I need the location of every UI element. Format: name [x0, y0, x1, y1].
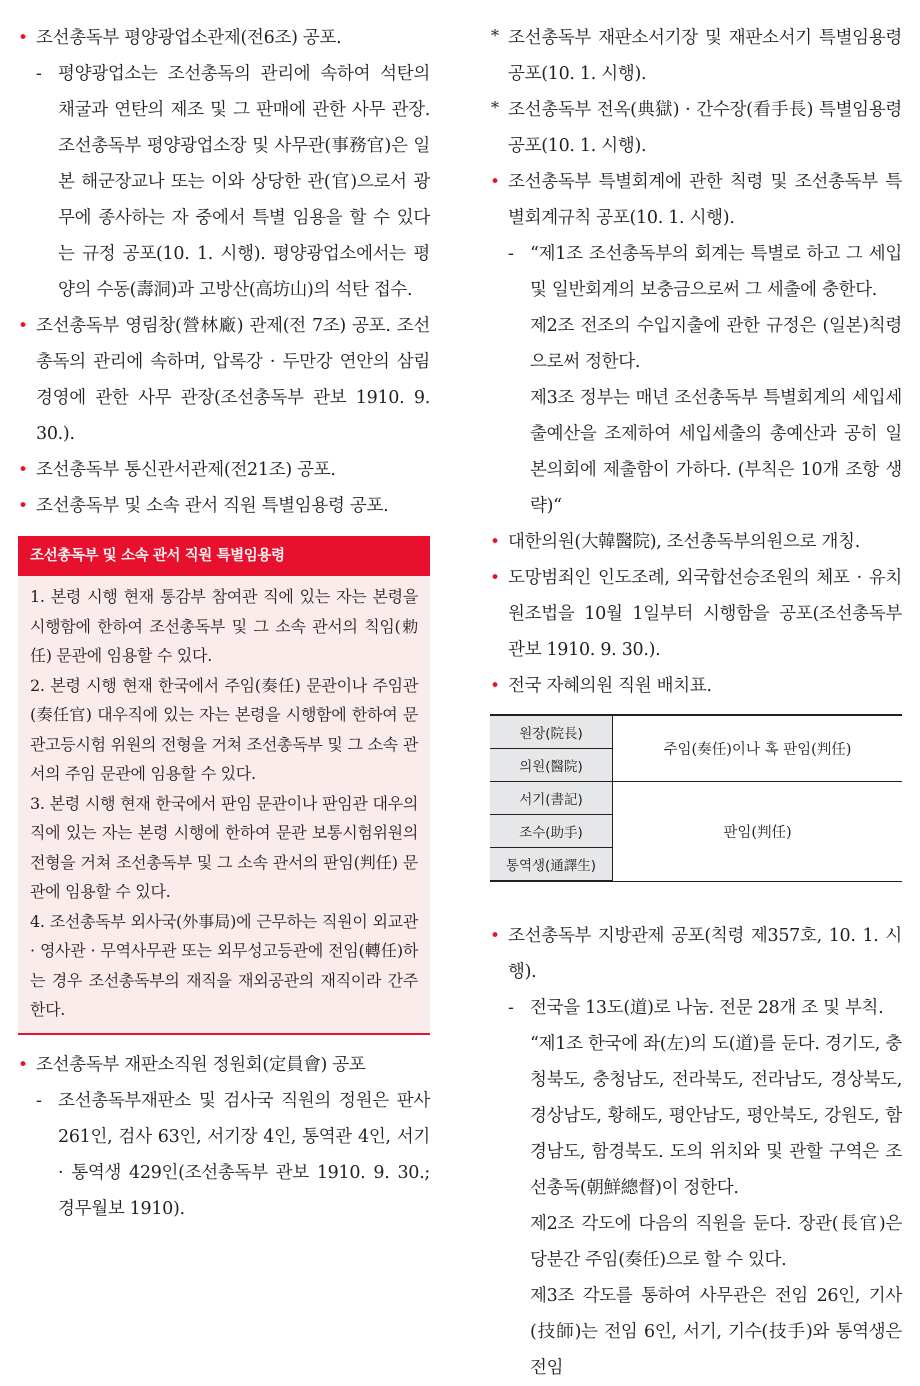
staff-table	[490, 714, 902, 882]
entry-local-government-article3: 제3조 각도를 통하여 사무관은 전임 26인, 기사(技師)는 전임 6인, 서기, 기수(技手)와 통역생은 전임	[530, 1286, 902, 1378]
table-row-header: 원장(院長)	[490, 715, 613, 749]
note-court-clerk: * 조선총독부 재판소서기장 및 재판소서기 특별임용령 공포(10. 1. 시행).	[490, 20, 902, 92]
entry-local-government-detail: - 전국을 13도(道)로 나눔. 전문 28개 조 및 부칙.	[490, 990, 902, 1026]
box-item-3: 3. 본령 시행 현재 한국에서 판임 문관이나 판임관 대우의 직에 있는 자는 본령 시행에 한하여 문관 보통시험위원의 전형을 거쳐 조선총독부 및 그 소속 관서의 판임(判任) 문관에 임용할 수 있다.	[30, 793, 418, 901]
note-prison-warden: * 조선총독부 전옥(典獄) · 간수장(看手長) 특별임용령 공포(10. 1. 시행).	[490, 92, 902, 164]
table-row	[490, 782, 902, 815]
table-value-cell: 주임(奏任)이나 혹 판임(判任)	[613, 715, 903, 782]
entry-pyongyang-mine-detail: - 평양광업소는 조선총독의 관리에 속하여 석탄의 채굴과 연탄의 제조 및 그 판매에 관한 사무 관장. 조선총독부 평양광업소장 및 사무관(事務官)은 일본 해군장교나 또는 이와 상당한 관(官)으로서 광무에 종사하는 자 중에서 특별 임용을 할 수 있다는 규정 공포(10. 1. 시행). 평양광업소에서는 평양의 수동(壽洞)과 고방산(高坊山)의 석탄 접수.	[18, 56, 430, 308]
entry-special-account: • 조선총독부 특별회계에 관한 칙령 및 조선총독부 특별회계규칙 공포(10. 1. 시행).	[490, 164, 902, 236]
entry-court-staff-quota-detail: - 조선총독부재판소 및 검사국 직원의 정원은 판사 261인, 검사 63인, 서기장 4인, 통역관 4인, 서기 · 통역생 429인(조선총독부 관보 1910. 9. 30.; 경무월보 1910).	[18, 1083, 430, 1227]
special-appointment-box	[18, 536, 430, 1035]
entry-extradition: • 도망범죄인 인도조례, 외국합선승조원의 체포 · 유치원조법을 10월 1일부터 시행함을 공포(조선총독부 관보 1910. 9. 30.).	[490, 560, 902, 668]
entry-special-account-article1: - “제1조 조선총독부의 회계는 특별로 하고 그 세입 및 일반회계의 보충금으로써 그 세출에 충한다.	[490, 236, 902, 308]
entry-special-account-article2: 제2조 전조의 수입지출에 관한 규정은 (일본)칙령으로써 정한다.	[530, 316, 902, 372]
table-value-cell: 판임(判任)	[613, 782, 903, 882]
table-row-header: 통역생(通譯生)	[490, 848, 613, 882]
entry-local-government: • 조선총독부 지방관제 공포(칙령 제357호, 10. 1. 시행).	[490, 918, 902, 990]
entry-forestry-office: • 조선총독부 영림창(營林廠) 관제(전 7조) 공포. 조선총독의 관리에 속하며, 압록강 · 두만강 연안의 삼림경영에 관한 사무 관장(조선총독부 관보 1910. 9. 30.).	[18, 308, 430, 452]
box-item-2: 2. 본령 시행 현재 한국에서 주임(奏任) 문관이나 주임관(奏任官) 대우직에 있는 자는 본령을 시행함에 한하여 문관고등시험 위원의 전형을 거쳐 조선총독부 및 그 소속 관서의 주임 문관에 임용할 수 있다.	[30, 675, 418, 783]
entry-charity-hospital-table: • 전국 자혜의원 직원 배치표.	[490, 668, 902, 704]
entry-special-account-article3: 제3조 정부는 매년 조선총독부 특별회계의 세입세출예산을 조제하여 세입세출의 총예산과 공히 일본의회에 제출함이 가하다. (부칙은 10개 조항 생략)“	[530, 388, 902, 516]
box-item-4: 4. 조선총독부 외사국(外事局)에 근무하는 직원이 외교관 · 영사관 · 무역사무관 또는 외무성고등관에 전임(轉任)하는 경우 조선총독부의 재직을 재외공관의 재직이라 간주한다.	[30, 911, 418, 1019]
table-row-header: 조수(助手)	[490, 815, 613, 848]
entry-local-government-article1: “제1조 한국에 좌(左)의 도(道)를 둔다. 경기도, 충청북도, 충청남도, 전라북도, 전라남도, 경상북도, 경상남도, 황해도, 평안남도, 평안북도, 강원도, 함경남도, 함경북도. 도의 위치와 및 관할 구역은 조선총독(朝鮮總督)이 정한다.	[530, 1034, 902, 1198]
box-item-1: 1. 본령 시행 현재 통감부 참여관 직에 있는 자는 본령을 시행함에 한하여 조선총독부 및 그 소속 관서의 칙임(勅任) 문관에 임용할 수 있다.	[30, 587, 418, 665]
box-body	[18, 576, 430, 1033]
left-column	[18, 20, 430, 1227]
right-column	[490, 20, 902, 1386]
table-row-header: 의원(醫院)	[490, 749, 613, 782]
table-row-header: 서기(書記)	[490, 782, 613, 815]
entry-daehan-hospital: • 대한의원(大韓醫院), 조선총독부의원으로 개칭.	[490, 524, 902, 560]
entry-communications-office: • 조선총독부 통신관서관제(전21조) 공포.	[18, 452, 430, 488]
entry-court-staff-quota: • 조선총독부 재판소직원 정원회(定員會) 공포	[18, 1047, 430, 1083]
box-title: 조선총독부 및 소속 관서 직원 특별임용령	[18, 536, 430, 576]
entry-pyongyang-mine: • 조선총독부 평양광업소관제(전6조) 공포.	[18, 20, 430, 56]
entry-local-government-article2: 제2조 각도에 다음의 직원을 둔다. 장관(長官)은 당분간 주임(奏任)으로 할 수 있다.	[530, 1214, 902, 1270]
table-row	[490, 715, 902, 749]
entry-special-appointment: • 조선총독부 및 소속 관서 직원 특별임용령 공포.	[18, 488, 430, 524]
